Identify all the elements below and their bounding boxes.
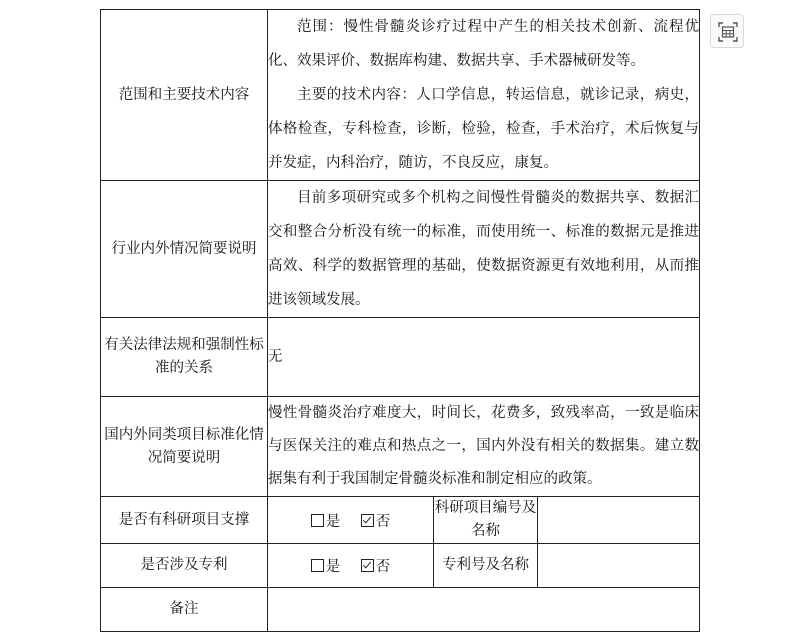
industry-row	[101, 181, 700, 318]
scope-content	[268, 10, 700, 181]
law-content: 无	[268, 318, 700, 397]
remark-value[interactable]	[268, 588, 700, 632]
research-row	[101, 497, 700, 544]
patent-yes-label: 是	[325, 559, 341, 575]
patent-no-label: 否	[375, 559, 391, 575]
research-options	[268, 497, 434, 544]
table-grid-icon[interactable]	[710, 14, 744, 48]
research-yes-checkbox[interactable]	[311, 514, 324, 527]
standard-label: 国内外同类项目标准化情况简要说明	[101, 397, 268, 497]
patent-row	[101, 544, 700, 588]
standard-proposal-table	[100, 9, 700, 632]
research-no-label: 否	[375, 513, 391, 530]
law-label: 有关法律法规和强制性标准的关系	[101, 318, 268, 397]
scope-row	[101, 10, 700, 181]
research-no-checkbox[interactable]	[361, 514, 374, 527]
scope-label: 范围和主要技术内容	[101, 10, 268, 181]
research-no-option[interactable]	[361, 510, 391, 531]
patent-no-option[interactable]	[361, 555, 391, 576]
patent-yes-checkbox[interactable]	[311, 559, 324, 572]
patent-id-label: 专利号及名称	[434, 544, 538, 588]
patent-id-value[interactable]	[538, 544, 700, 588]
industry-paragraph: 目前多项研究或多个机构之间慢性骨髓炎的数据共享、数据汇交和整合分析没有统一的标准，而使用统一、标准的数据元是推进高效、科学的数据管理的基础，使数据资源更有效地利用，从而推进该领域发展。	[268, 190, 700, 308]
law-row	[101, 318, 700, 397]
standard-content	[268, 397, 700, 497]
standard-paragraph: 慢性骨髓炎治疗难度大，时间长，花费多，致残率高，一致是临床与医保关注的难点和热点之一，国内外没有相关的数据集。建立数据集有利于我国制定骨髓炎标准和制定相应的政策。	[268, 405, 700, 487]
research-id-value[interactable]	[538, 497, 700, 544]
scope-paragraph: 范围：慢性骨髓炎诊疗过程中产生的相关技术创新、流程优化、效果评价、数据库构建、数据共享、手术器械研发等。	[268, 19, 700, 69]
patent-label: 是否涉及专利	[101, 544, 268, 588]
standard-row	[101, 397, 700, 497]
research-yes-label: 是	[325, 513, 341, 530]
research-label: 是否有科研项目支撑	[101, 497, 268, 544]
tech-content-paragraph: 主要的技术内容：人口学信息，转运信息，就诊记录，病史，体格检查，专科检查，诊断，检验，检查，手术治疗，术后恢复与并发症，内科治疗，随访，不良反应，康复。	[268, 87, 700, 171]
industry-content	[268, 181, 700, 318]
patent-options	[268, 544, 434, 588]
patent-no-checkbox[interactable]	[361, 559, 374, 572]
table-grid-glyph	[718, 22, 738, 42]
patent-yes-option[interactable]	[311, 555, 341, 576]
remark-row	[101, 588, 700, 632]
research-yes-option[interactable]	[311, 510, 341, 531]
remark-label: 备注	[101, 588, 268, 632]
industry-label: 行业内外情况简要说明	[101, 181, 268, 318]
research-id-label: 科研项目编号及名称	[434, 497, 538, 544]
